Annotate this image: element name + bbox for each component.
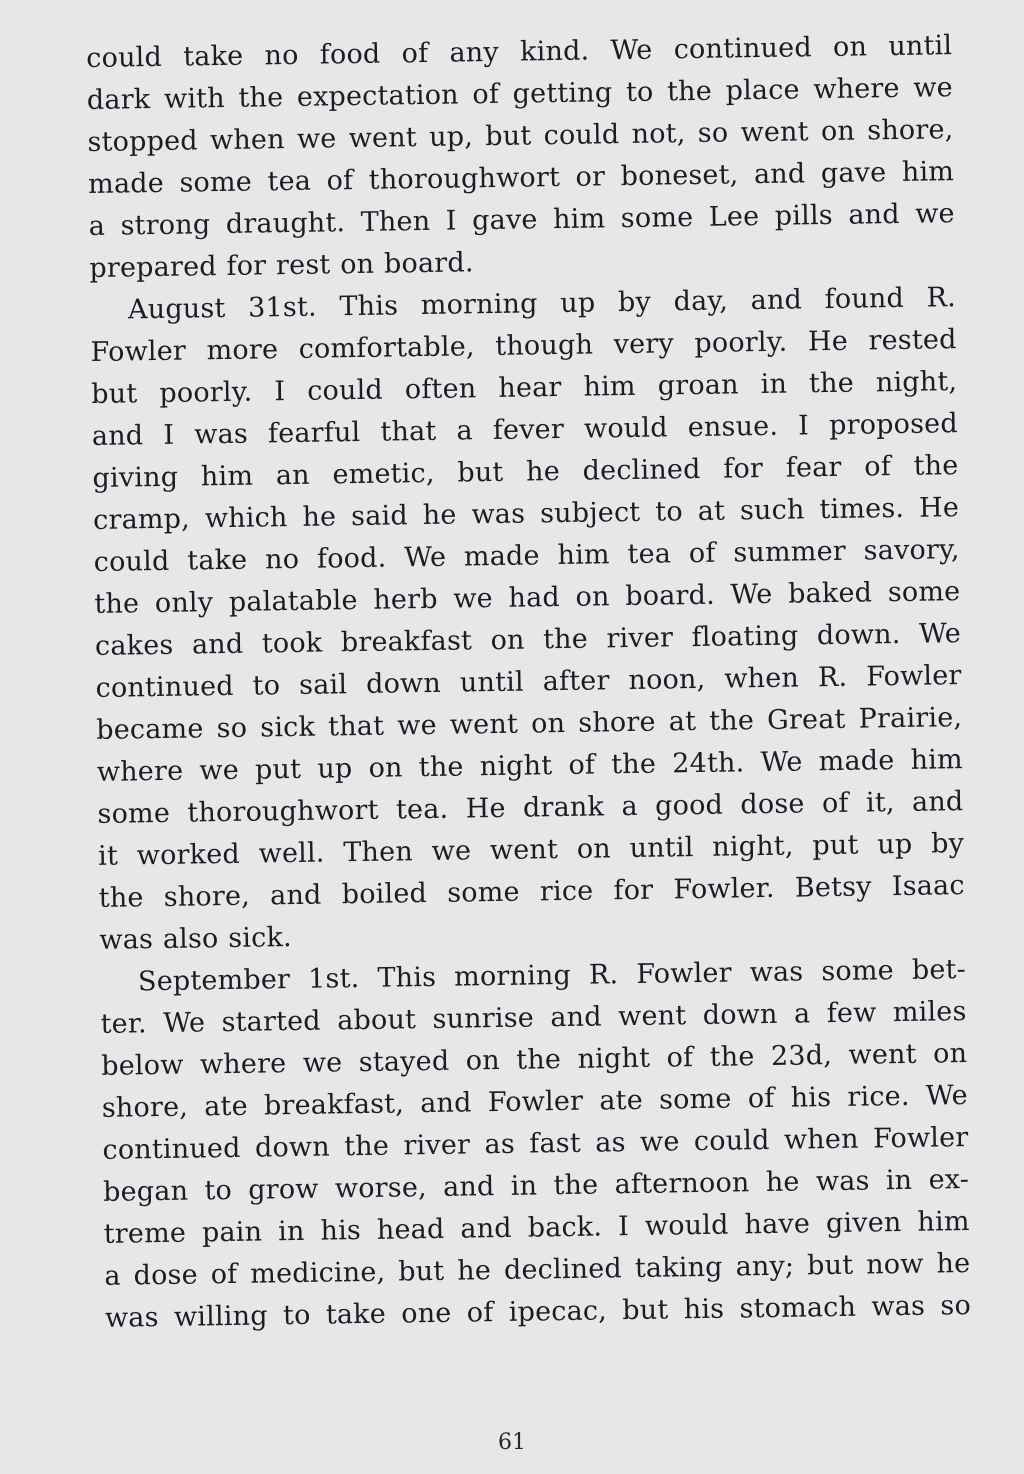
text-line: giving him an emetic, but he declined for fear of the: [92, 450, 959, 494]
text-line: the shore, and boiled some rice for Fowler. Betsy Isaac: [98, 870, 965, 914]
text-line: ter. We started about sunrise and went down a few miles: [100, 996, 967, 1040]
paragraph-start-line: August 31st. This morning up by day, and found R.: [127, 282, 957, 326]
text-line: shore, ate breakfast, and Fowler ate some of his rice. We: [101, 1080, 969, 1124]
text-line: below where we stayed on the night of the 23d, went on: [101, 1038, 968, 1082]
text-line: cramp, which he said he was subject to at such times. He: [92, 492, 960, 536]
text-line: made some tea of thoroughwort or boneset, and gave him: [87, 156, 955, 200]
text-line: could take no food of any kind. We continued on until: [86, 30, 953, 74]
text-line: where we put up on the night of the 24th. We made him: [96, 744, 964, 788]
text-line: it worked well. Then we went on until night, put up by: [97, 828, 965, 872]
text-line: began to grow worse, and in the afternoon he was in ex-: [102, 1164, 970, 1208]
text-line: cakes and took breakfast on the river floating down. We: [94, 618, 962, 662]
text-line: treme pain in his head and back. I would have given him: [103, 1206, 970, 1250]
paragraph-start-line: September 1st. This morning R. Fowler was some bet-: [137, 954, 967, 998]
text-line: prepared for rest on board.: [89, 247, 474, 284]
text-line: stopped when we went up, but could not, so went on shore,: [87, 114, 954, 158]
page-number: 61: [498, 1430, 526, 1455]
text-line: the only palatable herb we had on board. We baked some: [94, 576, 961, 620]
body-text: [86, 25, 971, 1340]
text-line: Fowler more comfortable, though very poorly. He rested: [90, 324, 957, 368]
text-line: continued down the river as fast as we could when Fowler: [102, 1122, 969, 1166]
text-line: but poorly. I could often hear him groan in the night,: [91, 366, 958, 410]
text-line: was also sick.: [99, 922, 293, 956]
text-line: could take no food. We made him tea of summer savory,: [93, 534, 960, 578]
text-line: a strong draught. Then I gave him some Lee pills and we: [88, 198, 955, 242]
text-line: and I was fearful that a fever would ensue. I proposed: [91, 408, 959, 452]
text-line: became so sick that we went on shore at the Great Prairie,: [96, 702, 963, 746]
text-line: continued to sail down until after noon, when R. Fowler: [95, 660, 962, 704]
text-line: a dose of medicine, but he declined taking any; but now he: [104, 1248, 971, 1292]
text-line: was willing to take one of ipecac, but his stomach was so: [104, 1290, 972, 1334]
text-line: dark with the expectation of getting to the place where we: [86, 72, 954, 116]
text-line: some thoroughwort tea. He drank a good dose of it, and: [97, 786, 964, 830]
